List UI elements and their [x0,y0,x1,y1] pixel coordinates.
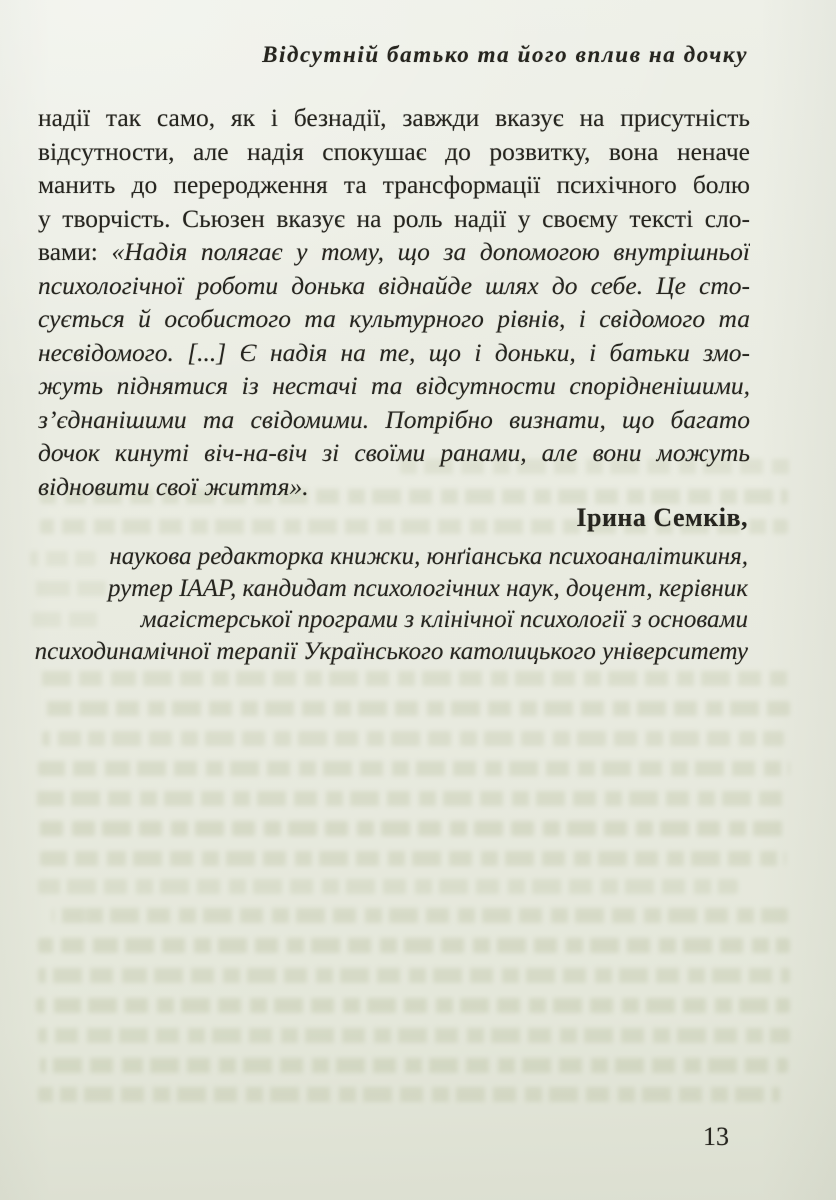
bleedthrough-line [38,1028,790,1043]
bleedthrough-line [38,671,790,686]
body-text-line: відновити свої життя». [38,471,309,501]
bleedthrough-line [36,791,790,806]
bleedthrough-line [52,908,788,923]
running-header: Відсутній батько та його вплив на дочку [262,42,748,67]
attribution-details [35,541,748,667]
bleedthrough-line [36,998,790,1013]
bleedthrough-line [38,701,790,716]
bleedthrough-line [38,821,788,836]
attribution-line: магістерської програми з клінічної психології з основами [140,606,748,633]
body-text-line: з’єднанішими та свідомими. Потрібно визнати, що багато [38,404,750,434]
bleedthrough-line [42,731,784,746]
body-text-line: дочок кинуті віч-на-віч зі своїми ранами, але вони можуть [38,438,750,467]
body-text-line: жуть піднятися із нестачі та відсутности спорідненішими, [38,371,750,400]
bleedthrough-line [38,879,738,894]
page-number: 13 [703,1122,729,1151]
bleedthrough-line [38,761,790,776]
body-text-line: надії так само, як і безнадії, завжди вказує на присутність [38,103,750,132]
bleedthrough-line [38,968,790,983]
body-text-line: вами: «Надія полягає у тому, що за допомогою внутрішньої [38,237,750,266]
body-text [38,101,750,503]
body-text-line: відсутности, але надія спокушає до розвитку, вона неначе [38,136,750,166]
body-text-line: сується й особистого та культурного рівнів, і свідомого та [38,304,750,333]
body-text-line: психологічної роботи донька віднайде шлях до себе. Це сто- [38,270,750,300]
attribution-line: психодинамічної терапії Українського католицького університету [34,637,748,665]
attribution-line: рутер IAAP, кандидат психологічних наук, доцент, керівник [107,574,748,602]
bleedthrough-line [40,851,786,866]
attribution-name: Ірина Семків, [576,503,748,532]
bleedthrough-line [38,1087,780,1102]
attribution-line: наукова редакторка книжки, юнґіанська психоаналітикиня, [109,543,748,570]
body-text-line: манить до переродження та трансформації психічного болю [38,170,750,199]
body-text-line: у творчість. Сьюзен вказує на роль надії у своєму тексті сло- [38,203,750,233]
bleedthrough-line [38,938,790,953]
body-text-line: несвідомого. [...] Є надія на те, що і доньки, і батьки змо- [38,337,750,367]
bleedthrough-line [40,1058,788,1073]
